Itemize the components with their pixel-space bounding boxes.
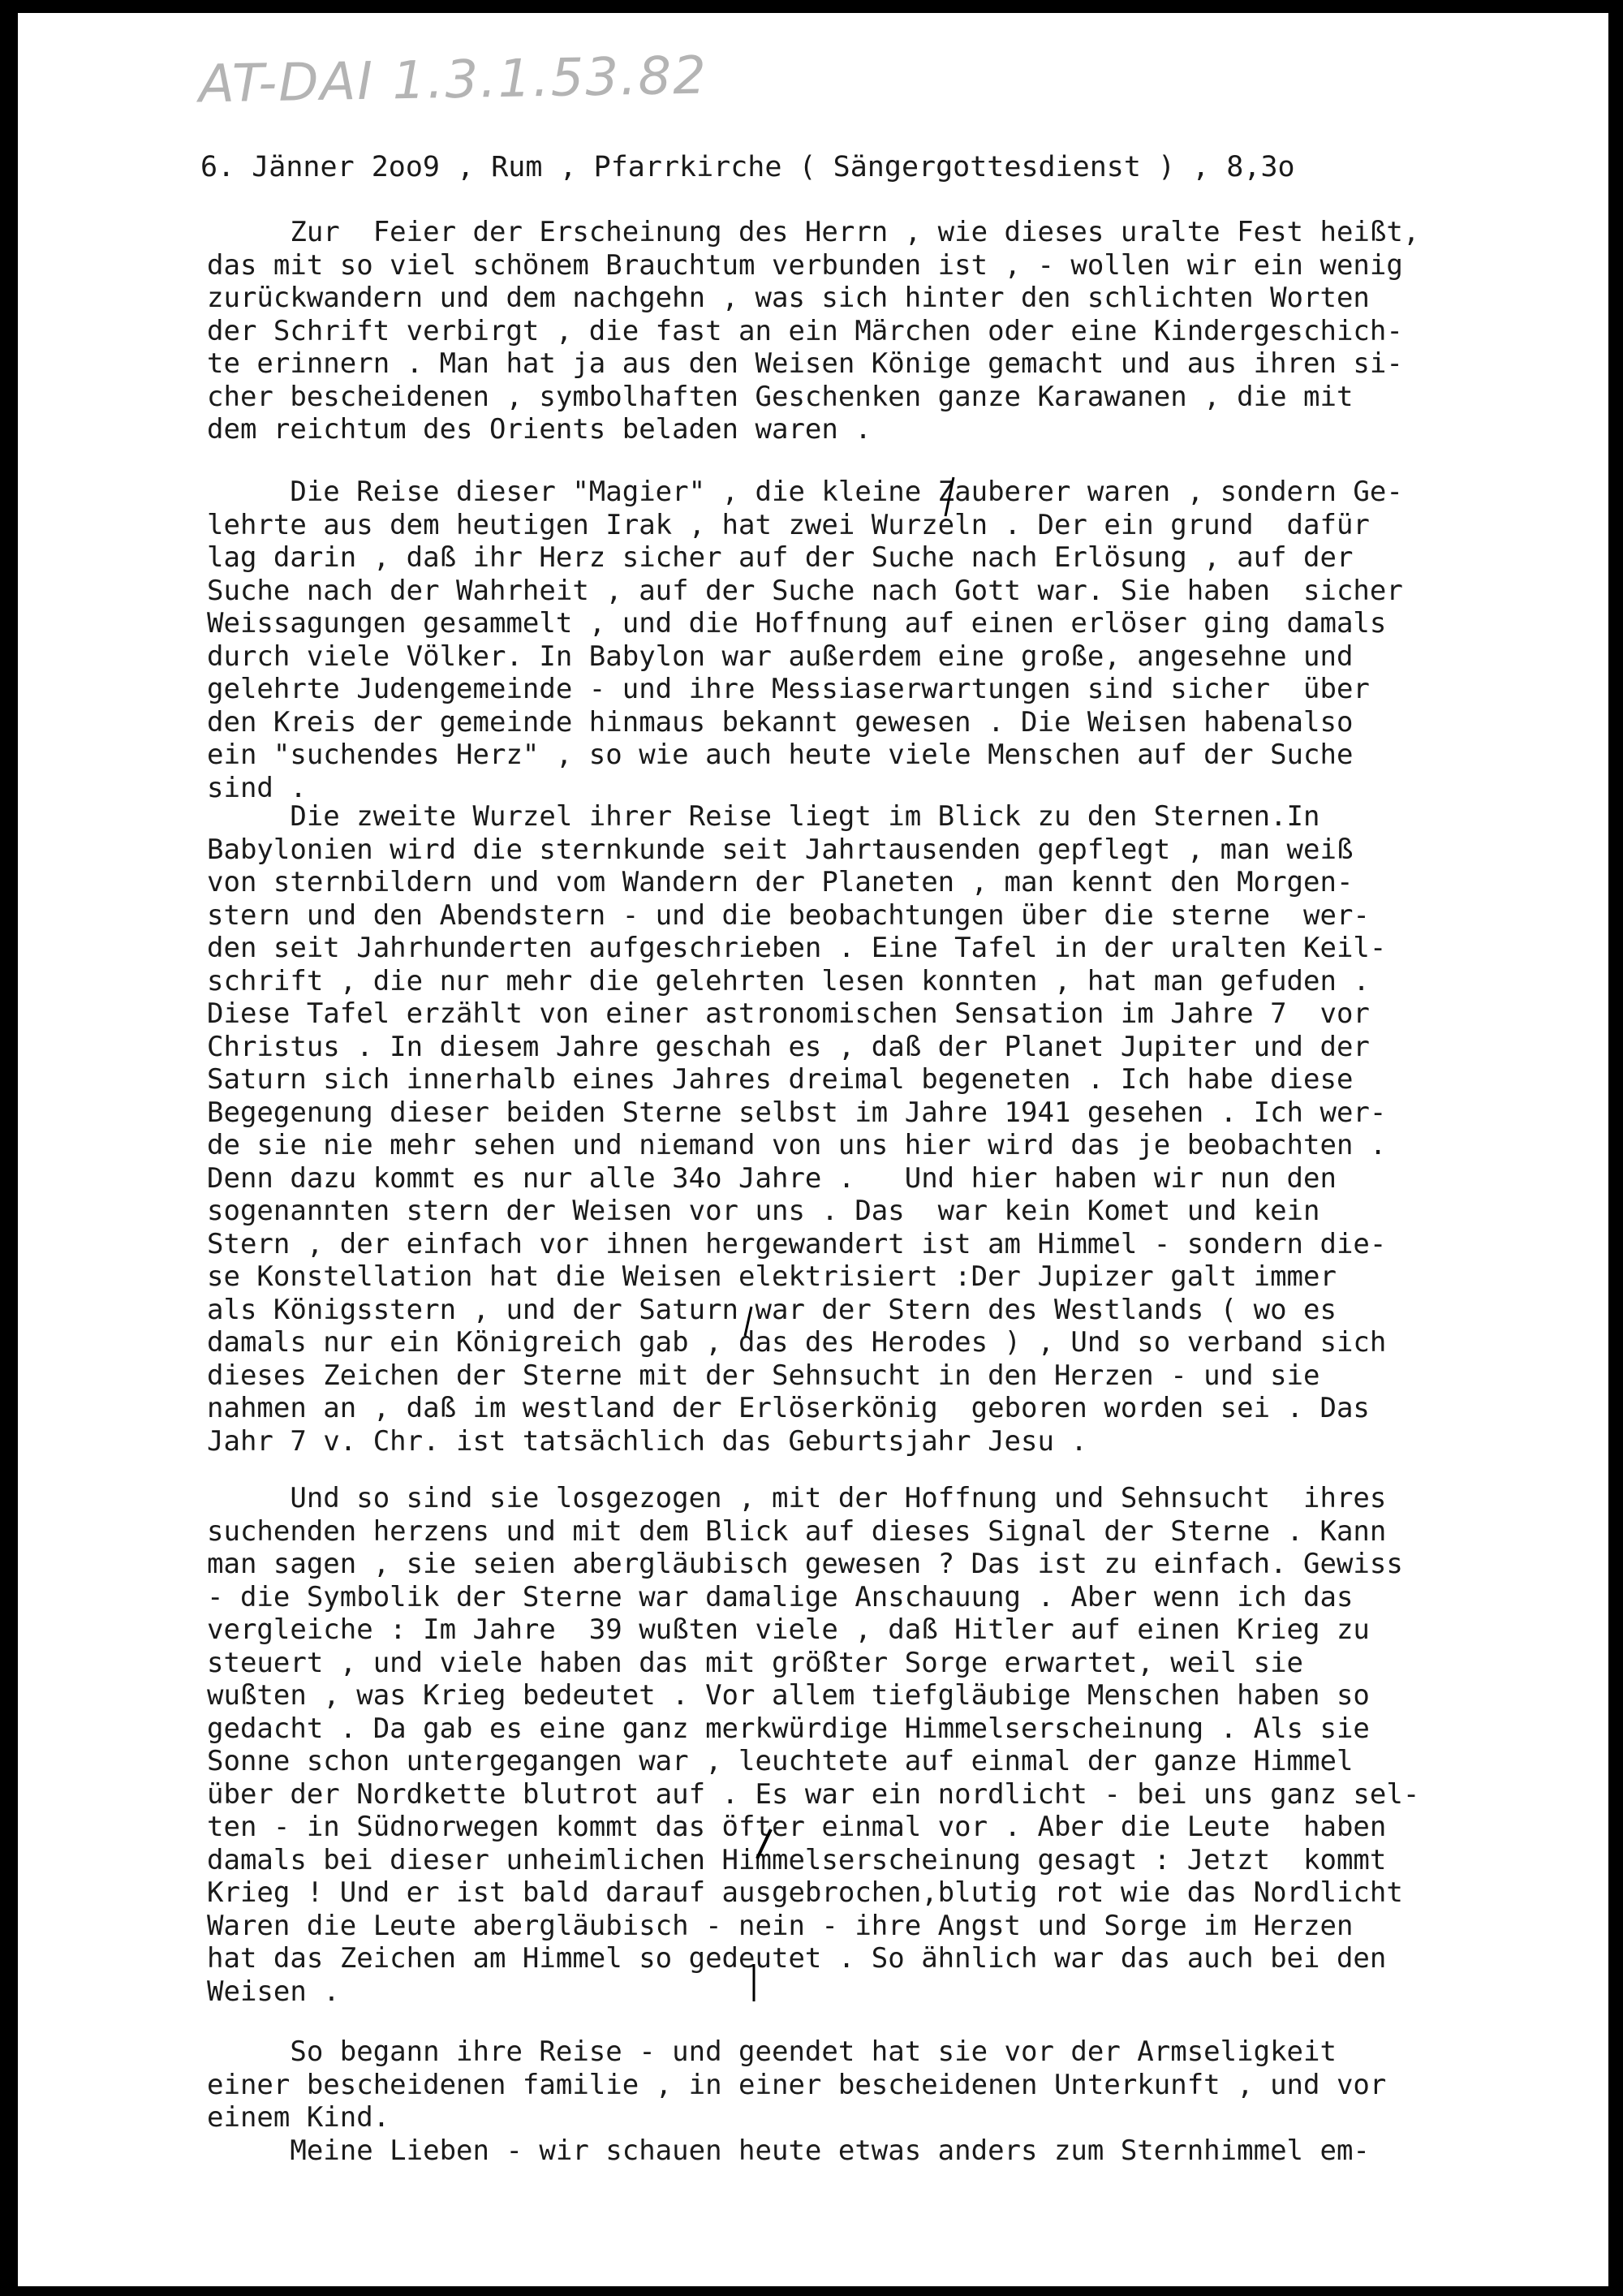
text-line: Denn dazu kommt es nur alle 34o Jahre . Und hier haben wir nun den	[207, 1161, 1337, 1195]
text-line: hat das Zeichen am Himmel so gedeutet . So ähnlich war das auch bei den	[207, 1942, 1387, 1975]
paragraph-4	[207, 1482, 1595, 2008]
text-line: lehrte aus dem heutigen Irak , hat zwei Wurzeln . Der ein grund dafür	[207, 508, 1370, 541]
text-line: Zur Feier der Erscheinung des Herrn , wie dieses uralte Fest heißt,	[207, 216, 1420, 248]
text-line: einer bescheidenen familie , in einer bescheidenen Unterkunft , und vor	[207, 2068, 1387, 2101]
text-line: einem Kind.	[207, 2101, 390, 2134]
text-line: sogenannten stern der Weisen vor uns . Das war kein Komet und kein	[207, 1195, 1320, 1227]
text-line: cher bescheidenen , symbolhaften Geschenken ganze Karawanen , die mit	[207, 380, 1354, 413]
text-line: ein "suchendes Herz" , so wie auch heute viele Menschen auf der Suche	[207, 739, 1354, 771]
text-line: als Königsstern , und der Saturn war der Stern des Westlands ( wo es	[207, 1293, 1337, 1326]
text-line: te erinnern . Man hat ja aus den Weisen Könige gemacht und aus ihren si-	[207, 347, 1403, 380]
text-line: durch viele Völker. In Babylon war außerdem eine große, angesehne und	[207, 640, 1354, 673]
text-line: suchenden herzens und mit dem Blick auf dieses Signal der Sterne . Kann	[207, 1514, 1387, 1548]
text-line: se Konstellation hat die Weisen elektrisiert :Der Jupizer galt immer	[207, 1260, 1337, 1293]
text-line: dieses Zeichen der Sterne mit der Sehnsucht in den Herzen - und sie	[207, 1359, 1320, 1392]
text-line: Suche nach der Wahrheit , auf der Suche nach Gott war. Sie haben sicher	[207, 574, 1403, 607]
text-line: Saturn sich innerhalb eines Jahres dreimal begeneten . Ich habe diese	[207, 1063, 1354, 1096]
text-line: von sternbildern und vom Wandern der Planeten , man kennt den Morgen-	[207, 866, 1354, 898]
text-line: Waren die Leute abergläubisch - nein - ihre Angst und Sorge im Herzen	[207, 1909, 1354, 1942]
text-line: der Schrift verbirgt , die fast an ein Märchen oder eine Kindergeschich-	[207, 314, 1403, 347]
text-line: ten - in Südnorwegen kommt das öfter einmal vor . Aber die Leute haben	[207, 1811, 1387, 1843]
text-line: nahmen an , daß im westland der Erlöserkönig geboren worden sei . Das	[207, 1392, 1370, 1424]
text-line: Krieg ! Und er ist bald darauf ausgebrochen,blutig rot wie das Nordlicht	[207, 1876, 1403, 1909]
paragraph-3	[207, 800, 1595, 1458]
text-line: So begann ihre Reise - und geendet hat sie vor der Armseligkeit	[207, 2035, 1337, 2068]
text-line: Die zweite Wurzel ihrer Reise liegt im Blick zu den Sternen.In	[207, 800, 1320, 833]
text-line: Begegenung dieser beiden Sterne selbst im Jahre 1941 gesehen . Ich wer-	[207, 1096, 1387, 1129]
text-line: zurückwandern und dem nachgehn , was sich hinter den schlichten Worten	[207, 282, 1370, 314]
text-line: man sagen , sie seien abergläubisch gewesen ? Das ist zu einfach. Gewiss	[207, 1548, 1403, 1580]
archive-reference-stamp: AT-DAI 1.3.1.53.82	[198, 45, 708, 115]
text-line: Diese Tafel erzählt von einer astronomischen Sensation im Jahre 7 vor	[207, 997, 1370, 1030]
paragraph-5	[207, 2035, 1595, 2134]
text-line: den seit Jahrhunderten aufgeschrieben . Eine Tafel in der uralten Keil-	[207, 932, 1387, 964]
text-line: sind .	[207, 771, 307, 804]
text-line: de sie nie mehr sehen und niemand von uns hier wird das je beobachten .	[207, 1129, 1387, 1161]
text-line: Sonne schon untergegangen war , leuchtete auf einmal der ganze Himmel	[207, 1745, 1354, 1777]
text-line: - die Symbolik der Sterne war damalige Anschauung . Aber wenn ich das	[207, 1580, 1354, 1613]
text-line: vergleiche : Im Jahre 39 wußten viele , daß Hitler auf einen Krieg zu	[207, 1613, 1370, 1646]
text-line: damals bei dieser unheimlichen Himmelserscheinung gesagt : Jetzt kommt	[207, 1843, 1387, 1876]
text-line: Babylonien wird die sternkunde seit Jahrtausenden gepflegt , man weiß	[207, 833, 1354, 866]
paragraph-6	[207, 2134, 1595, 2168]
paragraph-2	[207, 476, 1595, 804]
text-line: Meine Lieben - wir schauen heute etwas anders zum Sternhimmel em-	[207, 2134, 1370, 2167]
text-line: schrift , die nur mehr die gelehrten lesen konnten , hat man gefuden .	[207, 964, 1370, 997]
text-line: steuert , und viele haben das mit größter Sorge erwartet, weil sie	[207, 1646, 1304, 1679]
text-line: Und so sind sie losgezogen , mit der Hoffnung und Sehnsucht ihres	[207, 1482, 1387, 1514]
text-line: damals nur ein Königreich gab , das des Herodes ) , Und so verband sich	[207, 1326, 1387, 1359]
text-line: das mit so viel schönem Brauchtum verbunden ist , - wollen wir ein wenig	[207, 248, 1403, 282]
text-line: Weisen .	[207, 1975, 340, 2008]
text-line: Weissagungen gesammelt , und die Hoffnung auf einen erlöser ging damals	[207, 607, 1387, 640]
text-line: den Kreis der gemeinde hinmaus bekannt gewesen . Die Weisen habenalso	[207, 705, 1354, 739]
text-line: über der Nordkette blutrot auf . Es war ein nordlicht - bei uns ganz sel-	[207, 1777, 1420, 1811]
text-line: gelehrte Judengemeinde - und ihre Messiaserwartungen sind sicher über	[207, 673, 1370, 705]
text-line: Die Reise dieser "Magier" , die kleine Zauberer waren , sondern Ge-	[207, 476, 1403, 508]
text-line: Stern , der einfach vor ihnen hergewandert ist am Himmel - sondern die-	[207, 1227, 1387, 1260]
text-line: gedacht . Da gab es eine ganz merkwürdige Himmelserscheinung . Als sie	[207, 1712, 1370, 1745]
text-line: Jahr 7 v. Chr. ist tatsächlich das Geburtsjahr Jesu .	[207, 1424, 1087, 1458]
text-line: Christus . In diesem Jahre geschah es , daß der Planet Jupiter und der	[207, 1030, 1370, 1063]
text-line: dem reichtum des Orients beladen waren .	[207, 413, 872, 446]
text-line: wußten , was Krieg bedeutet . Vor allem tiefgläubige Menschen haben so	[207, 1679, 1370, 1712]
document-heading: 6. Jänner 2oo9 , Rum , Pfarrkirche ( Sängergottesdienst ) , 8,3o	[200, 151, 1295, 183]
text-line: lag darin , daß ihr Herz sicher auf der Suche nach Erlösung , auf der	[207, 541, 1354, 574]
paragraph-1	[207, 216, 1595, 446]
text-line: stern und den Abendstern - und die beobachtungen über die sterne wer-	[207, 898, 1370, 932]
